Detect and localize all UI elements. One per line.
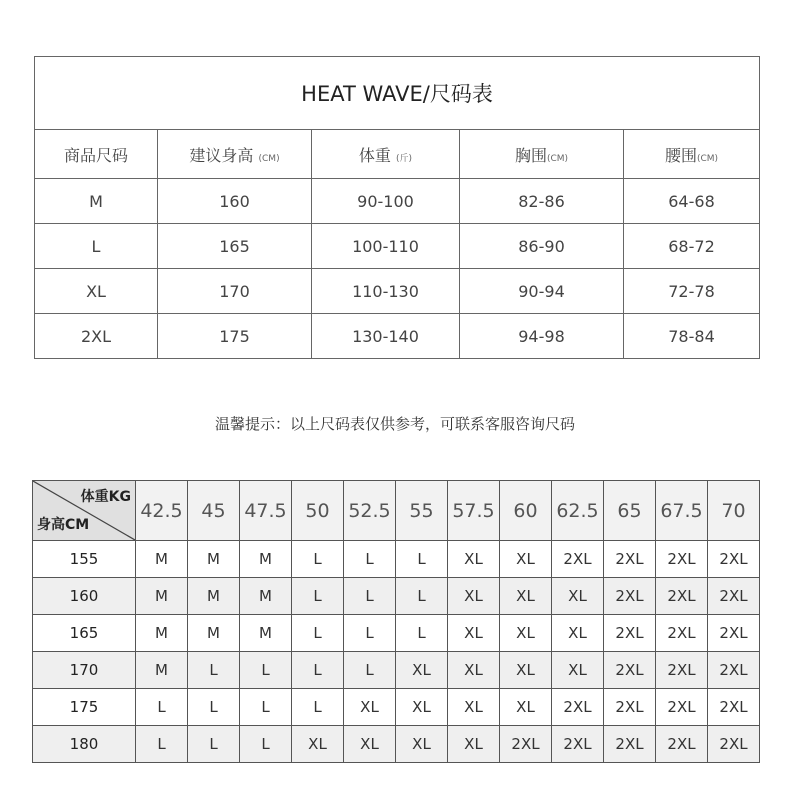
weight-header-cell: 60 xyxy=(500,481,552,541)
size-cell: XL xyxy=(396,689,448,726)
size-cell: M xyxy=(136,578,188,615)
table-row xyxy=(35,224,760,269)
size-cell: L xyxy=(292,541,344,578)
height-row-header: 165 xyxy=(33,615,136,652)
size-cell: XL xyxy=(448,652,500,689)
size-cell: M xyxy=(240,615,292,652)
size-cell: M xyxy=(136,541,188,578)
size-cell: 2XL xyxy=(656,652,708,689)
size-cell: L xyxy=(344,615,396,652)
size-cell: XL xyxy=(344,689,396,726)
size-cell: XL xyxy=(344,726,396,763)
height-cell: 165 xyxy=(158,224,312,269)
waist-cell: 64-68 xyxy=(624,179,760,224)
size-cell: L xyxy=(292,615,344,652)
header-size: 商品尺码 xyxy=(35,130,158,179)
weight-header-cell: 55 xyxy=(396,481,448,541)
size-cell: M xyxy=(35,179,158,224)
table-row xyxy=(33,578,760,615)
size-cell: 2XL xyxy=(656,541,708,578)
table-row xyxy=(33,541,760,578)
size-cell: L xyxy=(344,578,396,615)
size-cell: L xyxy=(136,726,188,763)
height-row-header: 160 xyxy=(33,578,136,615)
weight-header-cell: 65 xyxy=(604,481,656,541)
size-cell: L xyxy=(344,541,396,578)
size-cell: 2XL xyxy=(708,652,760,689)
size-cell: XL xyxy=(396,726,448,763)
size-cell: L xyxy=(35,224,158,269)
size-cell: L xyxy=(292,652,344,689)
size-cell: L xyxy=(292,689,344,726)
table-row xyxy=(35,179,760,224)
table-row xyxy=(35,314,760,359)
size-cell: L xyxy=(240,689,292,726)
size-notice: 温馨提示：以上尺码表仅供参考，可联系客服咨询尺码 xyxy=(214,415,575,433)
size-cell: 2XL xyxy=(500,726,552,763)
size-cell: XL xyxy=(552,615,604,652)
chest-cell: 86-90 xyxy=(460,224,624,269)
height-row-header: 170 xyxy=(33,652,136,689)
size-cell: 2XL xyxy=(604,578,656,615)
size-cell: L xyxy=(188,726,240,763)
weight-header-cell: 42.5 xyxy=(136,481,188,541)
weight-cell: 130-140 xyxy=(312,314,460,359)
weight-cell: 90-100 xyxy=(312,179,460,224)
size-cell: L xyxy=(396,615,448,652)
table-row xyxy=(33,726,760,763)
height-row-header: 155 xyxy=(33,541,136,578)
size-cell: L xyxy=(136,689,188,726)
height-cell: 170 xyxy=(158,269,312,314)
header-height: 建议身高 (CM) xyxy=(158,130,312,179)
size-cell: XL xyxy=(552,652,604,689)
header-chest: 胸围(CM) xyxy=(460,130,624,179)
size-cell: 2XL xyxy=(604,652,656,689)
size-cell: 2XL xyxy=(708,726,760,763)
size-cell: XL xyxy=(552,578,604,615)
size-cell: 2XL xyxy=(708,578,760,615)
size-cell: XL xyxy=(396,652,448,689)
size-cell: 2XL xyxy=(656,615,708,652)
size-cell: 2XL xyxy=(552,541,604,578)
size-chart-title: HEAT WAVE/尺码表 xyxy=(35,57,760,130)
waist-cell: 72-78 xyxy=(624,269,760,314)
size-cell: XL xyxy=(500,541,552,578)
size-cell: XL xyxy=(448,689,500,726)
size-cell: XL xyxy=(500,689,552,726)
size-cell: XL xyxy=(448,541,500,578)
size-cell: 2XL xyxy=(552,689,604,726)
chest-cell: 94-98 xyxy=(460,314,624,359)
size-cell: L xyxy=(188,652,240,689)
height-row-header: 175 xyxy=(33,689,136,726)
weight-header-cell: 67.5 xyxy=(656,481,708,541)
header-weight: 体重 (斤) xyxy=(312,130,460,179)
weight-header-cell: 50 xyxy=(292,481,344,541)
header-waist: 腰围(CM) xyxy=(624,130,760,179)
weight-header-cell: 57.5 xyxy=(448,481,500,541)
size-cell: XL xyxy=(448,578,500,615)
size-chart-table xyxy=(34,56,760,359)
height-cell: 160 xyxy=(158,179,312,224)
weight-cell: 110-130 xyxy=(312,269,460,314)
corner-weight-label: 体重KG xyxy=(80,489,131,505)
size-cell: 2XL xyxy=(708,615,760,652)
weight-header-row xyxy=(33,481,760,541)
weight-header-cell: 62.5 xyxy=(552,481,604,541)
size-cell: L xyxy=(396,578,448,615)
size-cell: M xyxy=(240,578,292,615)
size-cell: 2XL xyxy=(708,689,760,726)
table-row xyxy=(35,269,760,314)
size-cell: XL xyxy=(292,726,344,763)
size-cell: 2XL xyxy=(656,689,708,726)
size-cell: L xyxy=(344,652,396,689)
weight-cell: 100-110 xyxy=(312,224,460,269)
size-cell: L xyxy=(240,652,292,689)
size-cell: 2XL xyxy=(604,615,656,652)
size-cell: M xyxy=(136,615,188,652)
size-cell: 2XL xyxy=(656,578,708,615)
chest-cell: 90-94 xyxy=(460,269,624,314)
size-cell: 2XL xyxy=(656,726,708,763)
table-row xyxy=(33,689,760,726)
size-cell: XL xyxy=(448,615,500,652)
size-cell: 2XL xyxy=(35,314,158,359)
size-cell: L xyxy=(240,726,292,763)
size-cell: 2XL xyxy=(604,726,656,763)
weight-header-cell: 70 xyxy=(708,481,760,541)
size-cell: 2XL xyxy=(708,541,760,578)
table-row xyxy=(33,615,760,652)
size-cell: M xyxy=(240,541,292,578)
size-cell: M xyxy=(188,578,240,615)
waist-cell: 68-72 xyxy=(624,224,760,269)
size-recommendation-table xyxy=(32,480,760,763)
size-cell: 2XL xyxy=(604,689,656,726)
table-row xyxy=(33,652,760,689)
size-cell: XL xyxy=(500,652,552,689)
corner-height-label: 身高CM xyxy=(37,517,90,533)
size-cell: L xyxy=(292,578,344,615)
height-cell: 175 xyxy=(158,314,312,359)
weight-header-cell: 47.5 xyxy=(240,481,292,541)
size-cell: M xyxy=(188,615,240,652)
size-cell: XL xyxy=(35,269,158,314)
size-cell: 2XL xyxy=(552,726,604,763)
size-cell: M xyxy=(136,652,188,689)
weight-header-cell: 45 xyxy=(188,481,240,541)
size-cell: L xyxy=(188,689,240,726)
weight-header-cell: 52.5 xyxy=(344,481,396,541)
height-row-header: 180 xyxy=(33,726,136,763)
size-cell: XL xyxy=(448,726,500,763)
size-cell: XL xyxy=(500,578,552,615)
chest-cell: 82-86 xyxy=(460,179,624,224)
size-cell: M xyxy=(188,541,240,578)
corner-header-cell xyxy=(33,481,136,541)
size-cell: XL xyxy=(500,615,552,652)
waist-cell: 78-84 xyxy=(624,314,760,359)
size-cell: 2XL xyxy=(604,541,656,578)
size-cell: L xyxy=(396,541,448,578)
size-chart-header-row xyxy=(35,130,760,179)
